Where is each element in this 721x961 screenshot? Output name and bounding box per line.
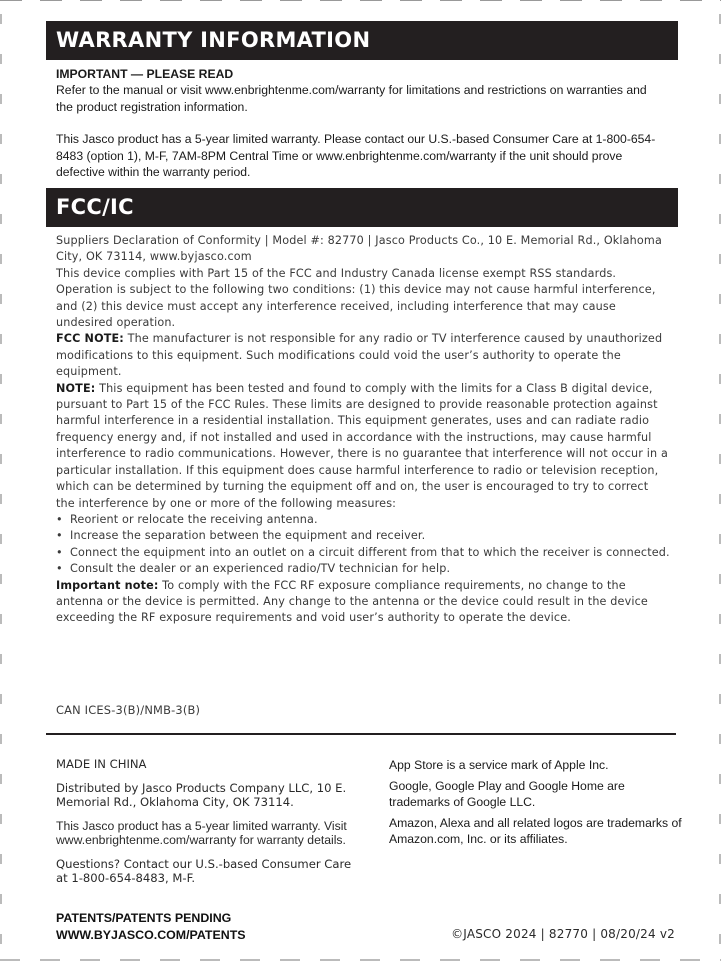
distributor-info: Distributed by Jasco Products Company LLC, 10 E. Memorial Rd., Oklahoma City, OK 73114. [56, 781, 347, 809]
section-divider [46, 733, 676, 735]
class-b-note-label: NOTE: [56, 381, 96, 395]
patents-url: WWW.BYJASCO.COM/PATENTS [56, 927, 246, 942]
trim-marks-left [0, 0, 2, 961]
rf-exposure-note-label: Important note: [56, 578, 159, 592]
patents-block [56, 910, 246, 943]
class-b-note [56, 381, 670, 512]
rf-exposure-note-text: To comply with the FCC RF exposure compliance requirements, no change to the antenna or the device is permitted. Any change to the antenna or the device could result in the device exceeding the RF exposure requirements and void user’s authority to operate the device. [56, 578, 648, 625]
footer-right-column [389, 757, 689, 852]
list-item: • Consult the dealer or an experienced radio/TV technician for help. [56, 561, 670, 577]
fcc-section [56, 233, 670, 627]
patents-label: PATENTS/PATENTS PENDING [56, 911, 232, 925]
fcc-note [56, 331, 670, 380]
list-item: • Connect the equipment into an outlet on a circuit different from that to which the receiver is connected. [56, 545, 670, 561]
warranty-body: This Jasco product has a 5-year limited warranty. Please contact our U.S.-based Consumer Care at 1-800-654-8483 (option 1), M-F, 7AM-8PM Central Time or www.enbrightenme.com/warranty if the unit should prove defective within the warranty period. [56, 132, 656, 180]
class-b-note-text: This equipment has been tested and found to comply with the limits for a Class B digital device, pursuant to Part 15 of the FCC Rules. These limits are designed to provide reasonable protection against harmful interference in a residential installation. This equipment generates, uses and can radiate radio frequency energy and, if not installed and used in accordance with the instructions, may cause harmful interference to radio communications. However, there is no guarantee that interference will not occur in a particular installation. If this equipment does cause harmful interference to radio or television reception, which can be determined by turning the equipment off and on, the user is encouraged to try to correct the interference by one or more of the following measures: [56, 381, 668, 510]
footer-left-column [56, 757, 366, 895]
fcc-compliance-statement: This device complies with Part 15 of the FCC and Industry Canada license exempt RSS standards. Operation is subject to the following two conditions: (1) this device may not cause harmful interference, and (2) this device must accept any interference received, including interference that may cause undesired operation. [56, 266, 656, 330]
copyright-line: ©JASCO 2024 | 82770 | 08/20/24 v2 [451, 927, 675, 941]
fcc-heading: FCC/IC [46, 188, 678, 227]
warranty-section [56, 66, 666, 180]
ices-statement: CAN ICES-3(B)/NMB-3(B) [56, 703, 201, 717]
warranty-important-text: Refer to the manual or visit www.enbrightenme.com/warranty for limitations and restrictions on warranties and the product registration information. [56, 83, 647, 114]
fcc-note-label: FCC NOTE: [56, 332, 124, 346]
app-store-trademark: App Store is a service mark of Apple Inc. [389, 758, 609, 772]
warranty-important-label: IMPORTANT — PLEASE READ [56, 67, 234, 81]
trim-marks-top [0, 0, 721, 12]
made-in-label: MADE IN CHINA [56, 757, 147, 771]
google-trademark: Google, Google Play and Google Home are trademarks of Google LLC. [389, 779, 625, 809]
fcc-note-text: The manufacturer is not responsible for any radio or TV interference caused by unauthorized modifications to this equipment. Such modifications could void the user’s authority to operate the equipment. [56, 332, 663, 379]
interference-measures-list [56, 512, 670, 578]
amazon-trademark: Amazon, Alexa and all related logos are trademarks of Amazon.com, Inc. or its affiliates. [389, 816, 682, 846]
footer-warranty-info: This Jasco product has a 5-year limited warranty. Visit www.enbrightenme.com/warranty for warranty details. [56, 819, 347, 847]
list-item: • Reorient or relocate the receiving antenna. [56, 512, 670, 528]
fcc-supplier-declaration: Suppliers Declaration of Conformity | Model #: 82770 | Jasco Products Co., 10 E. Memorial Rd., Oklahoma City, OK 73114, www.byjasco.com [56, 234, 662, 264]
consumer-care-info: Questions? Contact our U.S.-based Consumer Care at 1-800-654-8483, M-F. [56, 857, 352, 885]
warranty-heading: WARRANTY INFORMATION [46, 21, 678, 60]
list-item: • Increase the separation between the equipment and receiver. [56, 528, 670, 544]
rf-exposure-note [56, 578, 670, 627]
